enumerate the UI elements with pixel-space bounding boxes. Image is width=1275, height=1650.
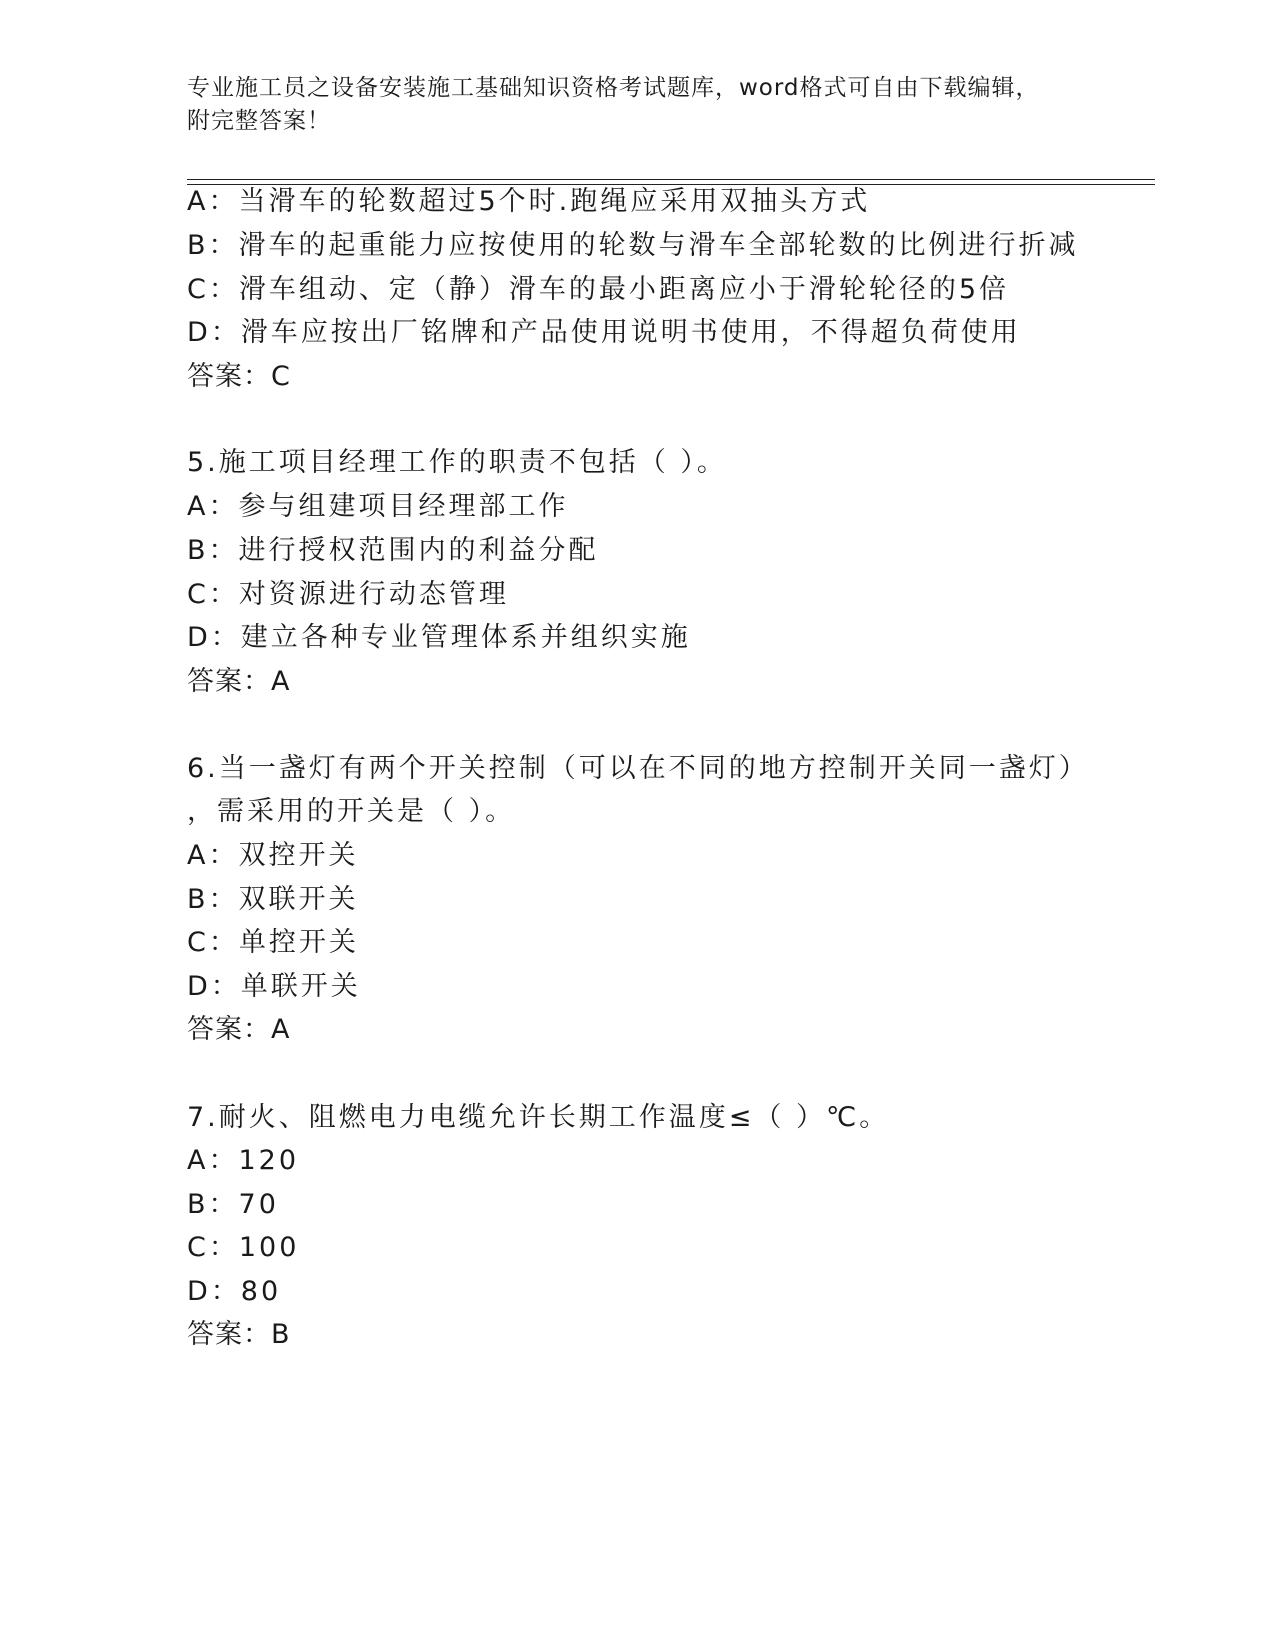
q5-stem: 5.施工项目经理工作的职责不包括（ ）。 — [187, 447, 727, 478]
q6-stem-line-2: ，需采用的开关是（ ）。 — [187, 796, 516, 827]
q5-option-d: D：建立各种专业管理体系并组织实施 — [187, 622, 691, 653]
q7-option-d: D：80 — [187, 1276, 282, 1307]
header-line-2: 附完整答案！ — [187, 108, 331, 134]
q4-option-d: D：滑车应按出厂铭牌和产品使用说明书使用，不得超负荷使用 — [187, 317, 1021, 348]
q5-answer: 答案：A — [187, 666, 291, 697]
q4-option-c: C：滑车组动、定（静）滑车的最小距离应小于滑轮轮径的5倍 — [187, 274, 1010, 305]
document-header — [187, 72, 1067, 138]
q5-option-b: B：进行授权范围内的利益分配 — [187, 535, 599, 566]
q7-answer: 答案：B — [187, 1319, 291, 1350]
q6-option-d: D：单联开关 — [187, 971, 361, 1002]
q4-option-b: B：滑车的起重能力应按使用的轮数与滑车全部轮数的比例进行折减 — [187, 230, 1079, 261]
q7-stem: 7.耐火、阻燃电力电缆允许长期工作温度≤（ ）℃。 — [187, 1102, 890, 1133]
q7-option-c: C：100 — [187, 1232, 300, 1263]
q6-stem-line-1: 6.当一盏灯有两个开关控制（可以在不同的地方控制开关同一盏灯） — [187, 753, 1089, 784]
header-line-1: 专业施工员之设备安装施工基础知识资格考试题库，word格式可自由下载编辑， — [187, 75, 1040, 101]
q5-option-c: C：对资源进行动态管理 — [187, 579, 509, 610]
q7-option-b: B：70 — [187, 1189, 279, 1220]
q6-option-c: C：单控开关 — [187, 927, 359, 958]
q4-answer: 答案：C — [187, 361, 291, 392]
q5-option-a: A：参与组建项目经理部工作 — [187, 491, 569, 522]
q7-option-a: A：120 — [187, 1145, 300, 1176]
q4-option-a: A：当滑车的轮数超过5个时.跑绳应采用双抽头方式 — [187, 186, 871, 217]
q6-answer: 答案：A — [187, 1014, 291, 1045]
q6-option-a: A：双控开关 — [187, 840, 359, 871]
q6-option-b: B：双联开关 — [187, 884, 359, 915]
header-divider-top — [187, 179, 1155, 180]
